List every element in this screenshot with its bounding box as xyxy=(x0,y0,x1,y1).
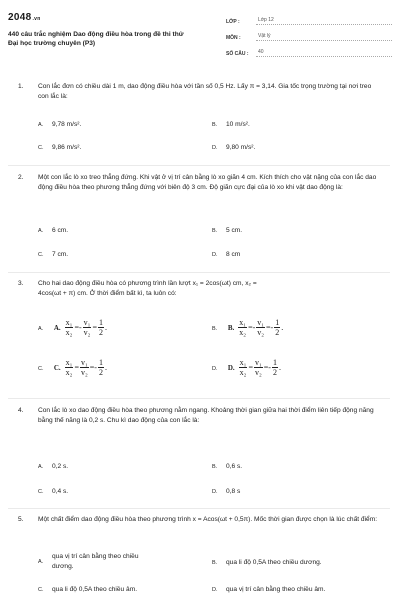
meta-key: LỚP : xyxy=(226,19,240,25)
option-label: B. xyxy=(212,228,218,234)
option-text: qua li độ 0,5A theo chiều dương. xyxy=(226,559,322,566)
option-c[interactable] xyxy=(38,250,68,260)
option-b[interactable] xyxy=(212,318,283,337)
option-label: C. xyxy=(38,587,44,593)
option-label: D. xyxy=(212,145,218,151)
option-c[interactable] xyxy=(38,585,137,595)
question-text-line: Cho hai dao động điều hòa có phương trình lần lượt x₁ = 2cos(ωt) cm, x₂ = xyxy=(38,280,257,287)
option-d[interactable] xyxy=(212,250,240,260)
divider xyxy=(8,272,390,273)
option-text: 6 cm. xyxy=(52,227,69,234)
fraction: $\frac{1}{2}$ xyxy=(98,318,103,337)
fraction: $\frac{\text{x₁}}{\text{x₂}}$ xyxy=(239,318,247,337)
divider xyxy=(8,508,390,509)
option-label: B. xyxy=(212,325,218,332)
option-label: A. xyxy=(38,559,44,565)
option-a[interactable] xyxy=(38,462,68,472)
fraction: 1 2 xyxy=(98,358,103,377)
meta-row-count xyxy=(226,44,392,57)
question-text xyxy=(38,279,383,299)
question-text: Một chất điểm dao động điều hòa theo phương trình x = Acos(ωt + 0,5π). Mốc thời gian được chọn là lúc chất điểm: xyxy=(38,516,378,523)
option-text: 0,6 s. xyxy=(226,463,243,470)
fraction: $\frac{\text{v₁}}{\text{v₂}}$ xyxy=(80,358,88,377)
title-line-1: 440 câu trắc nghiệm Dao động điều hòa trong đề thi thử xyxy=(8,31,184,38)
divider xyxy=(8,165,390,166)
option-label: B. xyxy=(212,122,218,128)
question-number: 3. xyxy=(18,280,24,287)
formula: A. $\frac{\text{x₁}}{\text{x₂}}$ =- $\frac{\text{v₁}}{\text{v₂}}$ = $\frac{1}{2}$ . xyxy=(53,318,107,337)
option-label: D. xyxy=(212,252,218,258)
option-d[interactable] xyxy=(212,143,255,153)
question-number: 1. xyxy=(18,83,24,90)
option-d[interactable] xyxy=(212,585,325,595)
meta-value: 40 xyxy=(256,49,392,57)
option-a[interactable] xyxy=(38,552,168,572)
meta-panel xyxy=(226,12,392,60)
option-a[interactable] xyxy=(38,120,81,130)
formula: B. $\frac{\text{x₁}}{\text{x₂}}$ = - $\frac{\text{v₁}}{\text{v₂}}$ =- 1 2 . xyxy=(227,318,284,337)
option-text: qua vị trí cân bằng theo chiều âm. xyxy=(226,586,326,593)
option-text: 9,86 m/s². xyxy=(52,144,82,151)
option-text: 9,80 m/s². xyxy=(226,144,256,151)
meta-row-class xyxy=(226,12,392,25)
option-d[interactable] xyxy=(212,358,281,377)
option-label: D. xyxy=(212,365,218,372)
option-b[interactable] xyxy=(212,558,322,568)
option-c[interactable] xyxy=(38,358,107,377)
option-b[interactable] xyxy=(212,120,250,130)
option-label: A. xyxy=(38,464,44,470)
option-text: 0,2 s. xyxy=(52,463,69,470)
option-label: B. xyxy=(212,560,218,566)
option-text: qua li độ 0,5A theo chiều âm. xyxy=(52,586,138,593)
fraction: 1 2 xyxy=(275,318,280,337)
option-label: A. xyxy=(38,228,44,234)
option-b[interactable] xyxy=(212,226,242,236)
option-b[interactable] xyxy=(212,462,242,472)
fraction: $\frac{\text{x₁}}{\text{x₂}}$ xyxy=(65,358,73,377)
question-text-line: 4cos(ωt + π) cm. Ở thời điểm bất kì, ta luôn có: xyxy=(38,290,177,297)
fraction: 1 2 xyxy=(272,358,277,377)
option-c[interactable] xyxy=(38,487,68,497)
fraction: $\frac{\text{x₁}}{\text{x₂}}$ xyxy=(65,318,73,337)
logo-text: 2048 xyxy=(8,12,32,23)
option-text: 0,8 s xyxy=(226,488,241,495)
fraction: $\frac{\text{v₁}}{\text{v₂}}$ xyxy=(254,358,262,377)
site-logo[interactable] xyxy=(8,12,41,23)
option-label: C. xyxy=(38,489,44,495)
question-text: Con lắc đơn có chiều dài 1 m, dao động điều hòa với tần số 0,5 Hz. Lấy π = 3,14. Gia tốc trọng trường tại nơi treo con lắc là: xyxy=(38,83,372,100)
meta-key: SỐ CÂU : xyxy=(226,51,249,57)
question-text: Con lắc lò xo dao động điều hòa theo phương nằm ngang. Khoảng thời gian giữa hai thời điểm liên tiếp động năng bằng thế năng là 0,2 s. Chu kì dao động của con lắc là: xyxy=(38,407,374,424)
question-number: 5. xyxy=(18,516,24,523)
option-a[interactable] xyxy=(38,226,68,236)
option-label: C. xyxy=(38,145,44,151)
divider xyxy=(8,398,390,399)
option-text: 0,4 s. xyxy=(52,488,69,495)
title-line-2: Đại học trường chuyên (P3) xyxy=(8,40,96,47)
option-text: qua vị trí cân bằng theo chiều dương. xyxy=(52,553,139,570)
question-number: 2. xyxy=(18,174,24,181)
option-text: 8 cm xyxy=(226,251,241,258)
formula: C. $\frac{\text{x₁}}{\text{x₂}}$ = $\frac{\text{v₁}}{\text{v₂}}$ =- 1 2 . xyxy=(53,358,107,377)
fraction: $\frac{\text{x₁}}{\text{x₂}}$ xyxy=(239,358,247,377)
option-label: D. xyxy=(212,489,218,495)
fraction: $\frac{\text{v₁}}{\text{v₂}}$ xyxy=(83,318,91,337)
option-d[interactable] xyxy=(212,487,240,497)
option-label: B. xyxy=(212,464,218,470)
question-number: 4. xyxy=(18,407,24,414)
option-text: 5 cm. xyxy=(226,227,243,234)
option-label: A. xyxy=(38,122,44,128)
fraction: $\frac{\text{v₁}}{\text{v₂}}$ xyxy=(257,318,265,337)
formula: D. $\frac{\text{x₁}}{\text{x₂}}$ = $\frac{\text{v₁}}{\text{v₂}}$ = - 1 2 . xyxy=(227,358,281,377)
question-text: Một con lắc lò xo treo thẳng đứng. Khi vật ở vị trí cân bằng lò xo giãn 4 cm. Kích thích cho vật nặng của con lắc dao động điều hòa theo phương thẳng đứng với biên độ 3 cm. Độ giãn cực đại của lò xo khi vật dao động là: xyxy=(38,174,377,191)
option-text: 9,78 m/s². xyxy=(52,121,82,128)
option-label: C. xyxy=(38,252,44,258)
logo-suffix: .vn xyxy=(32,16,41,22)
option-text: 7 cm. xyxy=(52,251,69,258)
meta-value: Vật lý xyxy=(256,33,392,41)
option-c[interactable] xyxy=(38,143,81,153)
meta-row-subject xyxy=(226,28,392,41)
meta-value: Lớp 12 xyxy=(256,17,392,25)
option-label: C. xyxy=(38,365,44,372)
option-label: D. xyxy=(212,587,218,593)
document-title xyxy=(8,30,233,48)
meta-key: MÔN : xyxy=(226,35,241,41)
option-a[interactable] xyxy=(38,318,107,337)
option-text: 10 m/s². xyxy=(226,121,250,128)
option-label: A. xyxy=(38,325,44,332)
